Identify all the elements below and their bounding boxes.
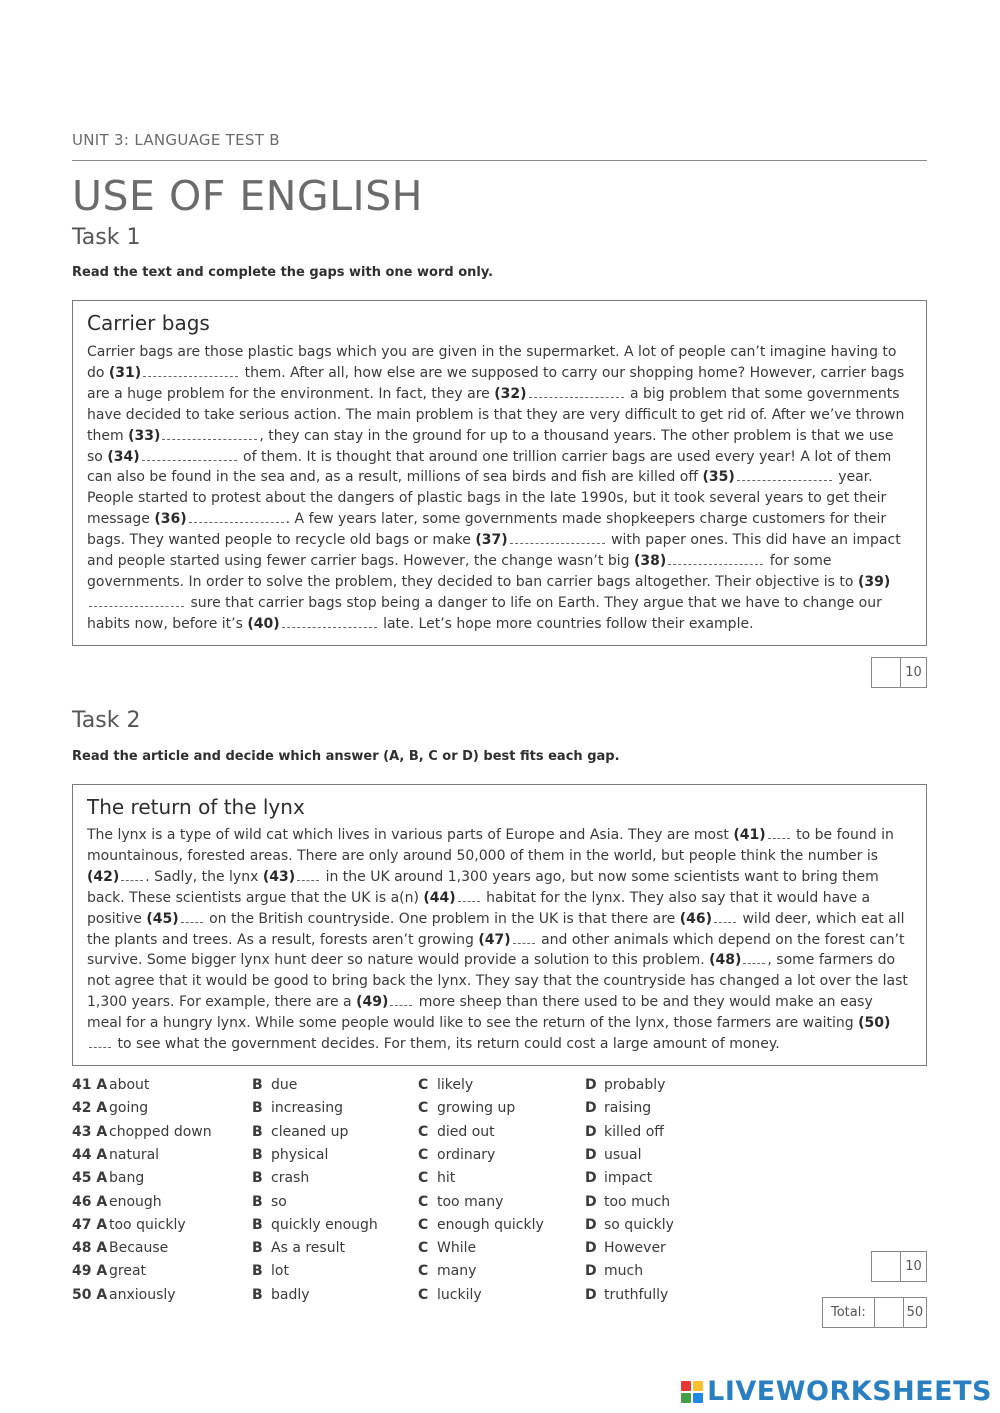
option-letter: D bbox=[585, 1263, 597, 1280]
option-letter: B bbox=[252, 1193, 263, 1210]
header-divider bbox=[72, 160, 927, 161]
liveworksheets-logo bbox=[681, 1376, 992, 1407]
option-c[interactable]: died out bbox=[437, 1123, 495, 1140]
task1-score-box bbox=[871, 657, 927, 688]
option-letter: D bbox=[585, 1170, 597, 1187]
option-a[interactable]: natural bbox=[109, 1146, 160, 1163]
gap-48[interactable] bbox=[743, 950, 765, 964]
option-d[interactable]: too much bbox=[604, 1193, 671, 1210]
option-d[interactable]: much bbox=[604, 1263, 644, 1280]
option-letter: B bbox=[252, 1077, 263, 1093]
task1-heading: Task 1 bbox=[72, 225, 141, 250]
option-letter: D bbox=[585, 1077, 597, 1093]
option-a[interactable]: anxiously bbox=[109, 1286, 176, 1303]
option-number: 47 A bbox=[72, 1216, 108, 1233]
gap-42[interactable] bbox=[121, 867, 143, 881]
option-letter: C bbox=[418, 1286, 429, 1303]
unit-label: UNIT 3: LANGUAGE TEST B bbox=[72, 131, 280, 149]
option-letter: B bbox=[252, 1170, 263, 1187]
option-number: 43 A bbox=[72, 1123, 108, 1140]
option-d[interactable]: truthfully bbox=[604, 1286, 669, 1303]
option-letter: C bbox=[418, 1193, 429, 1210]
task1-text-box bbox=[72, 300, 927, 646]
option-letter: C bbox=[418, 1170, 429, 1187]
option-letter: D bbox=[585, 1146, 597, 1163]
task2-score-max: 10 bbox=[905, 1259, 922, 1274]
option-c[interactable]: enough quickly bbox=[437, 1216, 544, 1233]
page-title: USE OF ENGLISH bbox=[72, 172, 423, 220]
task1-passage: Carrier bags are those plastic bags which you are given in the supermarket. A lot of people can’t imagine having to do (31) them. After all, how else are we supposed to carry our shopping home? However, carrier bags are a huge problem for the environment. In fact, they are (32) a big problem that some governments have decided to take serious action. The main problem is that they are very difficult to get rid of. After we’ve thrown them (33) , they can stay in the ground for up to a thousand years. The other problem is that we use so (34) of them. It is thought that around one trillion carrier bags are used every year! A lot of them can also be found in the sea and, as a result, millions of sea birds and fish are killed off (35) year. People started to protest about the dangers of plastic bags in the late 1990s, but it took several years to get their message (36) . A few years later, some governments made shopkeepers charge customers for their bags. They wanted people to recycle old bags or make (37) with paper ones. This did have an impact and people started using fewer carrier bags. However, the change wasn’t big (38) for some governments. In order to solve the problem, they decided to ban carrier bags altogether. Their objective is to (39) sure that carrier bags stop being a danger to life on Earth. They argue that we have to change our habits now, before it’s (40) late. Let’s hope more countries follow their example. bbox=[87, 344, 905, 632]
gap-44[interactable] bbox=[458, 888, 480, 902]
option-b[interactable]: due bbox=[271, 1077, 298, 1093]
task2-score-input[interactable] bbox=[872, 1252, 901, 1281]
task1-box-title: Carrier bags bbox=[87, 311, 210, 335]
option-letter: C bbox=[418, 1077, 429, 1093]
option-a[interactable]: about bbox=[109, 1077, 150, 1093]
option-letter: B bbox=[252, 1263, 263, 1280]
option-letter: B bbox=[252, 1216, 263, 1233]
option-c[interactable]: growing up bbox=[437, 1100, 516, 1117]
option-b[interactable]: badly bbox=[271, 1286, 310, 1303]
option-number: 41 A bbox=[72, 1077, 108, 1093]
logo-block bbox=[693, 1393, 703, 1403]
logo-block bbox=[693, 1381, 703, 1391]
option-number: 46 A bbox=[72, 1193, 108, 1210]
option-letter: D bbox=[585, 1240, 597, 1257]
option-number: 48 A bbox=[72, 1240, 108, 1257]
option-a[interactable]: chopped down bbox=[109, 1123, 212, 1140]
task2-text-box bbox=[72, 784, 927, 1066]
option-c[interactable]: likely bbox=[437, 1077, 474, 1093]
logo-blocks-icon bbox=[681, 1381, 703, 1403]
option-number: 49 A bbox=[72, 1263, 108, 1280]
option-b[interactable]: crash bbox=[271, 1170, 310, 1187]
option-c[interactable]: luckily bbox=[437, 1286, 482, 1303]
option-a[interactable]: bang bbox=[109, 1170, 145, 1187]
option-number: 42 A bbox=[72, 1100, 108, 1117]
option-c[interactable]: too many bbox=[437, 1193, 504, 1210]
gap-46[interactable] bbox=[714, 909, 736, 923]
gap-40[interactable] bbox=[282, 614, 377, 628]
option-number: 50 A bbox=[72, 1286, 108, 1303]
option-c[interactable]: hit bbox=[437, 1170, 456, 1187]
option-b[interactable]: increasing bbox=[271, 1100, 344, 1117]
option-a[interactable]: too quickly bbox=[109, 1216, 186, 1233]
option-d[interactable]: probably bbox=[604, 1077, 666, 1093]
option-number: 44 A bbox=[72, 1146, 108, 1163]
option-letter: D bbox=[585, 1286, 597, 1303]
option-d[interactable]: killed off bbox=[604, 1123, 664, 1140]
brand-name: LIVEWORKSHEETS bbox=[707, 1376, 992, 1407]
option-letter: C bbox=[418, 1146, 429, 1163]
option-letter: B bbox=[252, 1100, 263, 1117]
gap-49[interactable] bbox=[390, 992, 412, 1006]
gap-41[interactable] bbox=[768, 825, 790, 839]
option-d[interactable]: However bbox=[604, 1240, 666, 1257]
option-d[interactable]: raising bbox=[604, 1100, 652, 1117]
task2-score-box bbox=[871, 1251, 927, 1282]
logo-block bbox=[681, 1393, 691, 1403]
total-score-input[interactable] bbox=[875, 1298, 904, 1327]
option-b[interactable]: As a result bbox=[271, 1240, 345, 1257]
option-d[interactable]: so quickly bbox=[604, 1216, 674, 1233]
option-letter: B bbox=[252, 1240, 263, 1257]
option-a[interactable]: enough bbox=[109, 1193, 162, 1210]
task2-passage: The lynx is a type of wild cat which lives in various parts of Europe and Asia. They are most (41) to be found in mountainous, forested areas. There are only around 50,000 of them in the world, but people think the number is (42) . Sadly, the lynx (43) in the UK around 1,300 years ago, but now some scientists want to bring them back. These scientists argue that the UK is a(n) (44) habitat for the lynx. They also say that it would have a positive (45) on the British countryside. One problem in the UK is that there are (46) wild deer, which eat all the plants and trees. As a result, forests aren’t growing (47) and other animals which depend on the forest can’t survive. Some bigger lynx hunt deer so nature would provide a solution to this problem. (48) , some farmers do not agree that it would be good to bring back the lynx. They say that the countryside has changed a lot over the last 1,300 years. For example, there are a (49) more sheep than there used to be and they would make an easy meal for a hungry lynx. While some people would like to see the return of the lynx, those farmers are waiting (50) to see what the government decides. For them, its return could cost a large amount of money. bbox=[87, 827, 908, 1053]
gap-32[interactable] bbox=[529, 384, 624, 398]
option-a[interactable]: Because bbox=[109, 1240, 169, 1257]
option-letter: C bbox=[418, 1240, 429, 1257]
option-letter: B bbox=[252, 1286, 263, 1303]
gap-38[interactable] bbox=[668, 551, 763, 565]
option-letter: C bbox=[418, 1216, 429, 1233]
gap-35[interactable] bbox=[737, 467, 832, 481]
option-b[interactable]: quickly enough bbox=[271, 1216, 378, 1233]
gap-45[interactable] bbox=[181, 909, 203, 923]
option-letter: D bbox=[585, 1123, 597, 1140]
total-label: Total: bbox=[823, 1298, 875, 1327]
option-letter: C bbox=[418, 1123, 429, 1140]
total-score-max: 50 bbox=[906, 1305, 924, 1320]
task1-instruction: Read the text and complete the gaps with one word only. bbox=[72, 265, 494, 280]
option-b[interactable]: so bbox=[271, 1193, 287, 1210]
option-c[interactable]: While bbox=[437, 1240, 477, 1257]
option-letter: C bbox=[418, 1263, 429, 1280]
option-letter: B bbox=[252, 1146, 263, 1163]
gap-50[interactable] bbox=[89, 1034, 111, 1048]
option-b[interactable]: physical bbox=[271, 1146, 329, 1163]
option-a[interactable]: great bbox=[109, 1263, 147, 1280]
logo-block bbox=[681, 1381, 691, 1391]
option-b[interactable]: cleaned up bbox=[271, 1123, 349, 1140]
gap-37[interactable] bbox=[510, 530, 605, 544]
option-letter: B bbox=[252, 1123, 263, 1140]
option-d[interactable]: usual bbox=[604, 1146, 642, 1163]
task1-score-max: 10 bbox=[905, 665, 922, 680]
gap-36[interactable] bbox=[189, 509, 284, 523]
option-letter: D bbox=[585, 1100, 597, 1117]
gap-43[interactable] bbox=[297, 867, 319, 881]
task2-box-title: The return of the lynx bbox=[87, 795, 305, 819]
gap-39[interactable] bbox=[89, 593, 184, 607]
task2-instruction: Read the article and decide which answer (A, B, C or D) best fits each gap. bbox=[72, 749, 620, 764]
option-letter: C bbox=[418, 1100, 429, 1117]
option-letter: D bbox=[585, 1216, 597, 1233]
option-a[interactable]: going bbox=[109, 1100, 149, 1117]
option-letter: D bbox=[585, 1193, 597, 1210]
option-number: 45 A bbox=[72, 1170, 108, 1187]
gap-47[interactable] bbox=[513, 930, 535, 944]
total-score-box bbox=[822, 1297, 927, 1328]
task2-heading: Task 2 bbox=[72, 708, 141, 733]
task1-score-input[interactable] bbox=[872, 658, 901, 687]
gap-33[interactable] bbox=[162, 426, 257, 440]
gap-34[interactable] bbox=[142, 447, 237, 461]
option-c[interactable]: many bbox=[437, 1263, 477, 1280]
gap-31[interactable] bbox=[143, 363, 238, 377]
option-d[interactable]: impact bbox=[604, 1170, 653, 1187]
option-b[interactable]: lot bbox=[271, 1263, 289, 1280]
option-c[interactable]: ordinary bbox=[437, 1146, 496, 1163]
